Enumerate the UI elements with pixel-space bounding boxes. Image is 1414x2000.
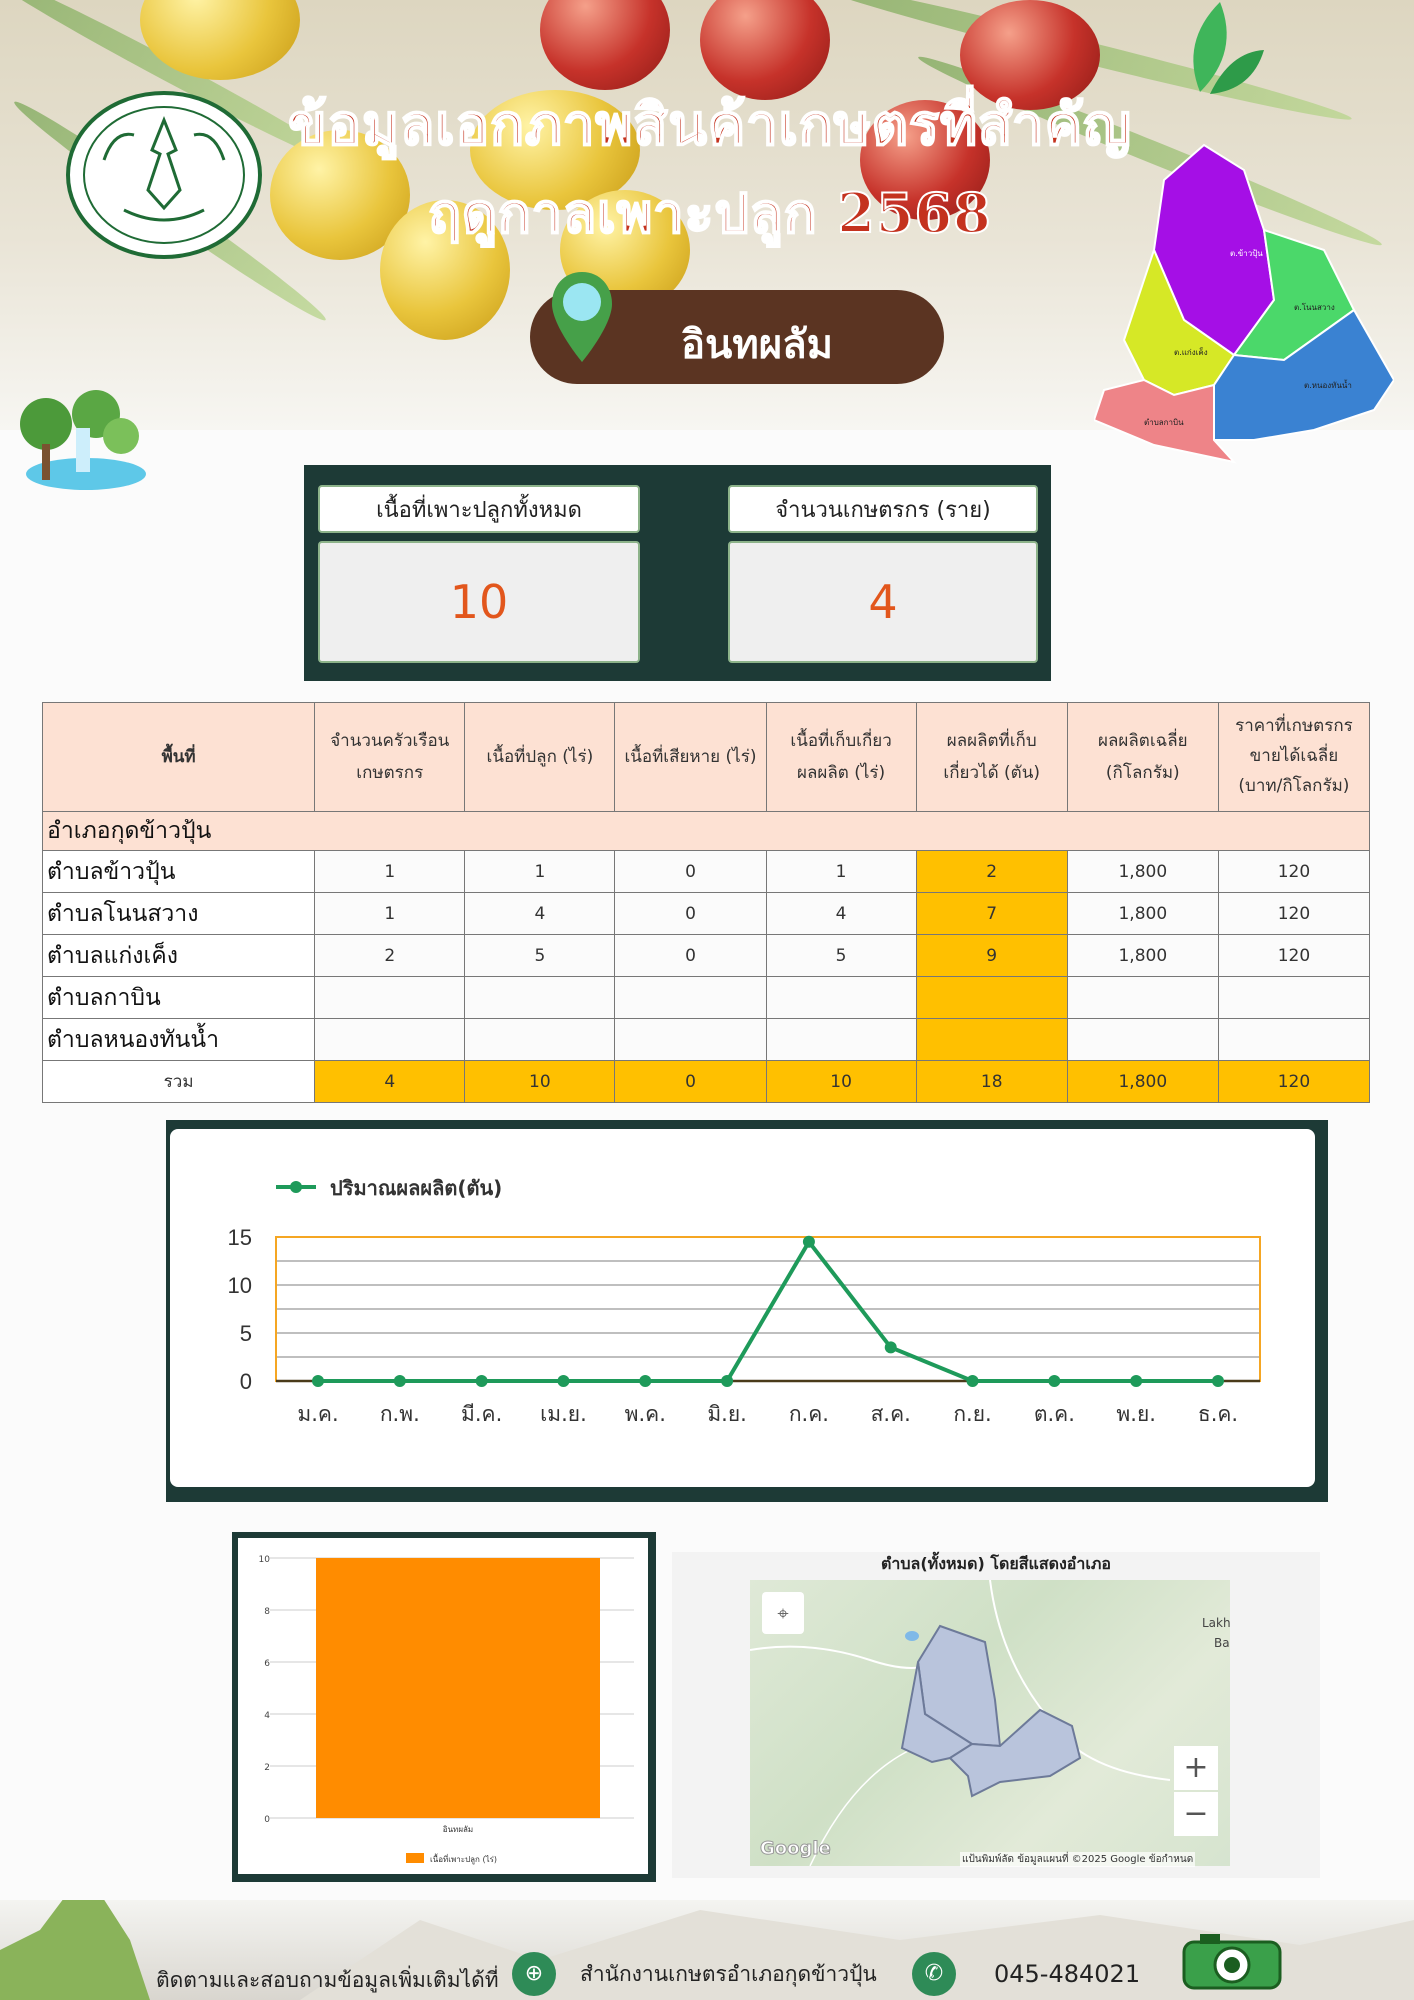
table-cell: 1,800 [1067,1061,1218,1103]
x-tick-label: พ.ค. [624,1402,666,1426]
x-tick-label: ส.ค. [870,1402,911,1426]
table-cell: 1 [465,851,615,893]
zoom-in-button[interactable]: + [1174,1746,1218,1790]
table-cell: 18 [916,1061,1067,1103]
data-point [885,1341,897,1353]
table-cell [615,977,766,1019]
x-tick-label: พ.ย. [1116,1402,1156,1426]
table-cell: 120 [1218,1061,1369,1103]
y-tick-label: 10 [258,1555,270,1565]
legend-swatch [406,1853,424,1863]
district-row [43,812,1370,851]
table-cell: 120 [1218,935,1369,977]
department-logo [64,90,264,260]
legend-label: เนื้อที่เพาะปลูก (ไร่) [430,1855,498,1864]
map-label: ต.โนนสวาง [1294,303,1335,312]
table-cell: 1 [315,893,465,935]
table-header-row [43,703,1370,812]
row-name: ตำบลข้าวปุ้น [43,851,315,893]
data-point [1130,1375,1142,1387]
leaf-icon [1180,2,1264,100]
table-row [43,935,1370,977]
bar-chart-svg [238,1538,648,1874]
map-label: ต.ข้าวปุ้น [1230,249,1263,258]
data-point [557,1375,569,1387]
zoom-out-button[interactable]: − [1174,1792,1218,1836]
table-cell: 5 [465,935,615,977]
table-cell [916,1019,1067,1061]
table-cell: 120 [1218,893,1369,935]
table-cell [916,977,1067,1019]
table-cell: 1,800 [1067,851,1218,893]
data-point [1048,1375,1060,1387]
x-tick-label: ก.ย. [953,1402,992,1426]
google-logo: Google [760,1838,831,1859]
district-row-label: อำเภอกุดข้าวปุ้น [43,812,1370,851]
table-cell: 0 [615,1061,766,1103]
map-title: ตำบล(ทั้งหมด) โดยสีแสดงอำเภอ [881,1554,1111,1573]
phone-icon: ✆ [912,1952,956,1996]
camera-icon [1180,1932,1284,1992]
x-tick-label: ม.ค. [297,1402,339,1426]
table-cell [315,977,465,1019]
farmers-label: จำนวนเกษตรกร (ราย) [728,485,1038,533]
farmers-value: 4 [728,541,1038,663]
table-cell: 10 [766,1061,916,1103]
table-row [43,851,1370,893]
waterfall-icon [6,384,146,494]
x-tick-label: ก.ค. [788,1402,829,1426]
y-tick-label: 10 [227,1273,252,1298]
table-cell: 9 [916,935,1067,977]
table-cell: 2 [916,851,1067,893]
data-point [476,1375,488,1387]
table-cell: 1,800 [1067,893,1218,935]
y-tick-label: 8 [264,1607,270,1617]
x-tick-label: มี.ค. [461,1402,503,1426]
office-name[interactable]: สำนักงานเกษตรอำเภอกุดข้าวปุ้น [580,1962,877,1986]
date-fruit [540,0,670,90]
line-chart-svg [170,1129,1315,1487]
locate-me-button[interactable]: ⌖ [762,1592,804,1634]
column-header: ผลผลิตเฉลี่ย (กิโลกรัม) [1067,703,1218,812]
table-cell [766,977,916,1019]
map-label: ต.หนองทันน้ำ [1304,381,1352,390]
table-cell: 0 [615,935,766,977]
y-tick-label: 6 [264,1659,270,1669]
table-cell [465,977,615,1019]
table-cell [766,1019,916,1061]
table-cell [465,1019,615,1061]
x-tick-label: มิ.ย. [707,1402,747,1426]
y-tick-label: 4 [264,1711,270,1721]
map-attribution[interactable]: แป้นพิมพ์ลัด ข้อมูลแผนที่ ©2025 Google ข้อกำหนด [962,1854,1194,1865]
y-tick-label: 0 [264,1815,270,1825]
column-header: ผลผลิตที่เก็บ เกี่ยวได้ (ตัน) [916,703,1067,812]
row-name: ตำบลกาบิน [43,977,315,1019]
y-tick-label: 15 [227,1225,252,1250]
table-cell: 7 [916,893,1067,935]
table-cell: 4 [315,1061,465,1103]
total-row [43,1061,1370,1103]
x-tick-label: ธ.ค. [1197,1402,1239,1426]
legend-label: ปริมาณผลผลิต(ตัน) [330,1176,503,1200]
page-title: ข้อมูลเอกภาพสินค้าเกษตรที่สำคัญ [288,92,1132,158]
y-tick-label: 5 [239,1321,252,1346]
production-table [42,702,1370,1103]
column-header: พื้นที่ [43,703,315,812]
table-cell [1218,1019,1369,1061]
row-name: ตำบลหนองทันน้ำ [43,1019,315,1061]
area-value: 10 [318,541,640,663]
table-cell [1067,1019,1218,1061]
data-point [803,1236,815,1248]
table-cell: 1 [766,851,916,893]
bar [316,1558,600,1818]
table-row [43,1019,1370,1061]
table-cell: 5 [766,935,916,977]
footer [0,1900,1414,2000]
total-label: รวม [43,1061,315,1103]
table-cell: 0 [615,851,766,893]
map-place-label: Lakh [1202,1616,1231,1630]
data-point [721,1375,733,1387]
table-cell: 120 [1218,851,1369,893]
data-point [639,1375,651,1387]
data-point [312,1375,324,1387]
data-point [967,1375,979,1387]
row-name: ตำบลโนนสวาง [43,893,315,935]
table-cell [1218,977,1369,1019]
series-line [318,1242,1218,1381]
line-chart [170,1129,1315,1487]
follow-text: ติดตามและสอบถามข้อมูลเพิ่มเติมได้ที่ [156,1968,499,1992]
table-cell: 4 [465,893,615,935]
table-row [43,893,1370,935]
legend-marker [290,1181,302,1193]
district-name: อินทผลัม [680,322,834,368]
data-point [1212,1375,1224,1387]
location-pin-icon [552,272,612,368]
column-header: เนื้อที่ปลูก (ไร่) [465,703,615,812]
column-header: ราคาที่เกษตรกร ขายได้เฉลี่ย (บาท/กิโลกรัม) [1218,703,1369,812]
map-place-label: Ba [1214,1636,1230,1650]
bar-chart [238,1538,648,1874]
row-name: ตำบลแก่งเค็ง [43,935,315,977]
table-cell [315,1019,465,1061]
district-map [1094,140,1394,470]
globe-icon: ⊕ [512,1952,556,1996]
phone-number[interactable]: 045-484021 [994,1960,1141,1988]
table-cell [1067,977,1218,1019]
map-label: ตำบลกาบิน [1144,418,1184,427]
area-label: เนื้อที่เพาะปลูกทั้งหมด [318,485,640,533]
data-point [394,1375,406,1387]
column-header: จำนวนครัวเรือน เกษตรกร [315,703,465,812]
map-label: ต.แก่งเค็ง [1174,348,1208,357]
summary-panel [304,465,1051,681]
page-subtitle: ฤดูกาลเพาะปลูก 2568 [428,181,992,245]
google-map[interactable] [750,1580,1230,1866]
y-tick-label: 0 [239,1369,252,1394]
x-tick-label: ต.ค. [1033,1402,1075,1426]
table-cell: 4 [766,893,916,935]
table-cell: 2 [315,935,465,977]
column-header: เนื้อที่เก็บเกี่ยว ผลผลิต (ไร่) [766,703,916,812]
table-cell: 0 [615,893,766,935]
table-row [43,977,1370,1019]
x-tick-label: ก.พ. [379,1402,420,1426]
y-tick-label: 2 [264,1763,270,1773]
column-header: เนื้อที่เสียหาย (ไร่) [615,703,766,812]
table-cell: 1 [315,851,465,893]
table-cell [615,1019,766,1061]
x-tick-label: เม.ย. [540,1402,587,1426]
x-tick-label: อินทผลัม [442,1825,474,1834]
table-cell: 1,800 [1067,935,1218,977]
table-cell: 10 [465,1061,615,1103]
